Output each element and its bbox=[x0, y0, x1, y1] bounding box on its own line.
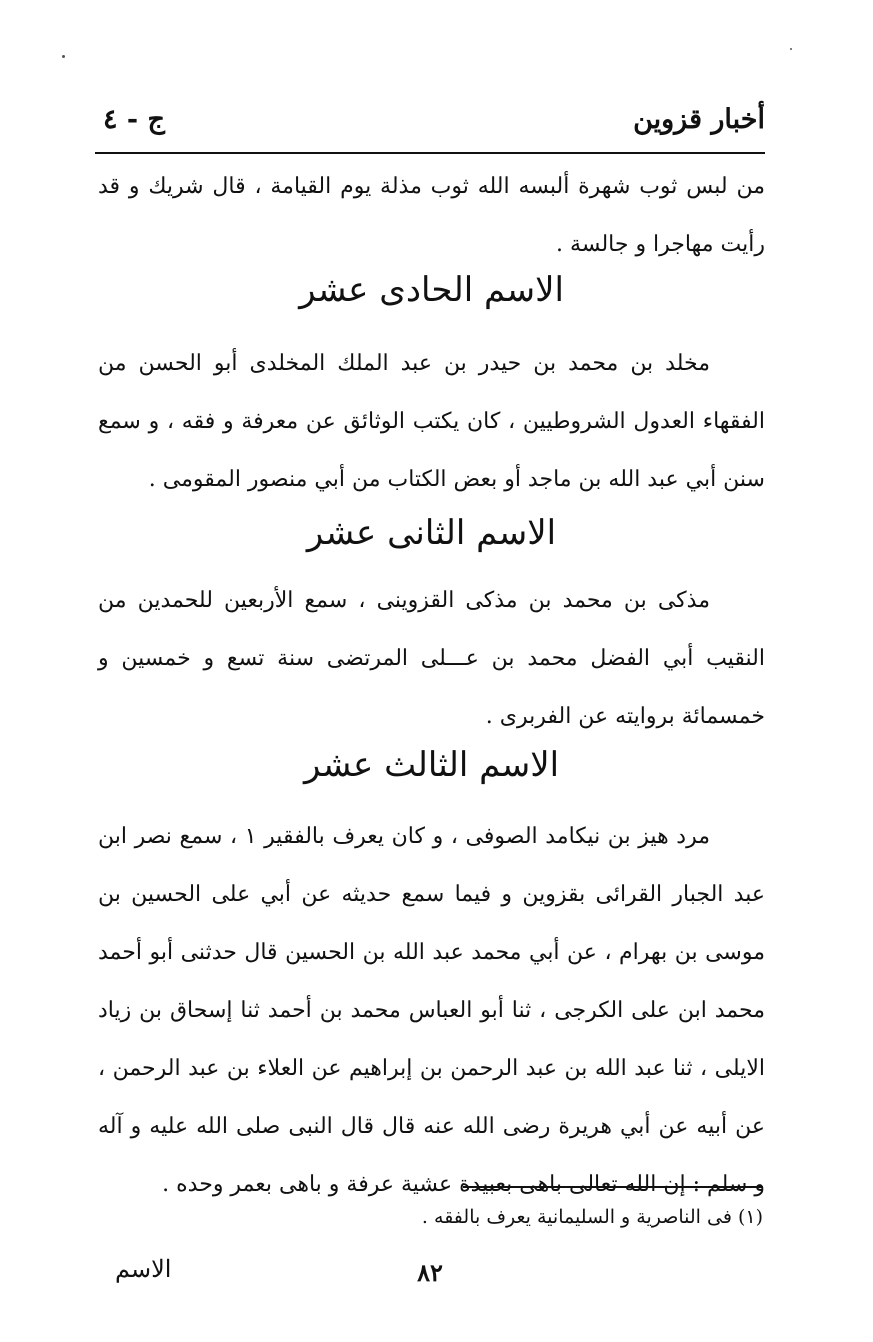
paragraph-entry-11: مخلد بن محمد بن حيدر بن عبد الملك المخلدى أبو الحسن من الفقهاء العدول الشروطيين ، كان يكتب الوثائق عن معرفة و فقه ، و سمع سنن أبي عبد الله بن ماجد أو بعض الكتاب من أبي منصور المقومى . bbox=[98, 351, 765, 492]
catchword: الاسم bbox=[115, 1255, 172, 1283]
scan-speck bbox=[62, 55, 65, 58]
paragraph-entry-13: مرد هيز بن نيكامد الصوفى ، و كان يعرف بالفقير ١ ، سمع نصر ابن عبد الجبار القرائى بقزوين و فيما سمع حديثه عن أبي على الحسين بن موسى بن بهرام ، عن أبي محمد عبد الله بن الحسين قال حدثنى أبو أحمد محمد ابن على الكرجى ، ثنا أبو العباس محمد بن أحمد ثنا إسحاق بن زياد الايلى ، ثنا عبد الله بن عبد الرحمن بن إبراهيم عن العلاء بن عبد الرحمن ، عن أبيه عن أبي هريرة رضى الله عنه قال قال النبى صلى الله عليه و آله و سلم : إن الله تعالى باهى بعبيدة عشية عرفة و باهى بعمر وحده . bbox=[98, 824, 765, 1197]
running-header bbox=[95, 100, 765, 154]
footnote: (١) فى الناصرية و السليمانية يعرف بالفقه . bbox=[421, 1206, 763, 1228]
section-heading-11: الاسم الحادى عشر bbox=[299, 270, 564, 310]
header-title: أخبار قزوين bbox=[633, 104, 765, 135]
paragraph-entry-12: مذكى بن محمد بن مذكى القزوينى ، سمع الأربعين للحمدين من النقيب أبي الفضل محمد بن عـــلى المرتضى سنة تسع و خمسين و خمسمائة بروايته عن الفربرى . bbox=[98, 588, 765, 729]
header-volume: ج - ٤ bbox=[103, 104, 165, 135]
section-heading-13: الاسم الثالث عشر bbox=[303, 745, 560, 785]
scan-speck bbox=[790, 48, 792, 50]
section-heading-12: الاسم الثانى عشر bbox=[306, 513, 557, 553]
paragraph-continuation: من لبس ثوب شهرة ألبسه الله ثوب مذلة يوم القيامة ، قال شريك و قد رأيت مهاجرا و جالسة . bbox=[98, 174, 765, 257]
page-number: ٨٢ bbox=[417, 1258, 443, 1287]
footnote-rule bbox=[463, 1186, 763, 1188]
